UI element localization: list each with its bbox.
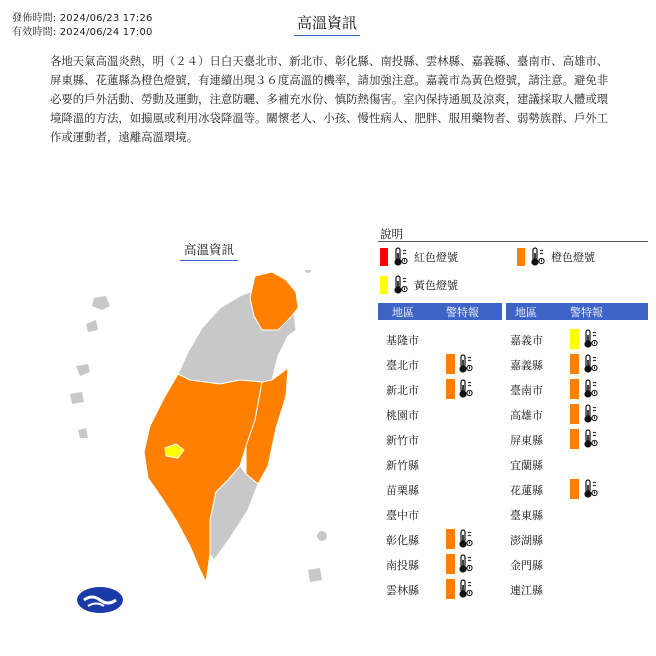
thermometer-red-icon (393, 247, 409, 267)
column-region: 地區 (392, 305, 414, 319)
orange-level-bar (570, 429, 579, 449)
orange-swatch (517, 248, 525, 266)
region-name: 桃園市 (386, 409, 419, 422)
orange-level-bar (570, 479, 579, 499)
region-name: 新竹市 (386, 434, 419, 447)
map-title: 高溫資訊 (180, 240, 238, 261)
table-row (506, 404, 646, 424)
region-name: 金門縣 (510, 559, 543, 572)
map-region-penghu-5 (78, 428, 88, 438)
column-warning: 警特報 (446, 305, 479, 319)
table-row (506, 354, 646, 374)
table-row (378, 429, 518, 449)
warning-description: 各地天氣高溫炎熱，明（２４）日白天臺北市、新北市、彰化縣、南投縣、雲林縣、嘉義縣、臺南市、高雄市、屏東縣、花蓮縣為橙色燈號，有連續出現３６度高溫的機率，請加強注意。嘉義市為黃色燈號，請注意。避免非必要的戶外活動、勞動及運動，注意防曬、多補充水份、慎防熱傷害。室內保持通風及涼爽，建議採取人體或環境降溫的方法，如搧風或利用冰袋降溫等。關懷老人、小孩、慢性病人、肥胖、服用藥物者、弱勢族群、戶外工作或運動者，遠離高溫環境。 (50, 54, 609, 144)
region-name: 苗栗縣 (386, 484, 419, 497)
region-name: 基隆市 (386, 334, 419, 347)
map-islet-orchid (308, 568, 322, 582)
region-name: 高雄市 (510, 409, 543, 422)
yellow-level-bar (570, 329, 579, 349)
region-name: 花蓮縣 (510, 484, 543, 497)
thermometer-icon (458, 579, 474, 599)
orange-level-bar (570, 379, 579, 399)
map-region-penghu-2 (86, 320, 98, 332)
region-name: 屏東縣 (510, 434, 543, 447)
region-name: 臺中市 (386, 509, 419, 522)
region-name: 新竹縣 (386, 459, 419, 472)
legend-item-orange (517, 247, 595, 267)
thermometer-icon (583, 354, 599, 374)
table-row (378, 404, 518, 424)
table-row (506, 379, 646, 399)
yellow-swatch (380, 276, 388, 294)
thermometer-icon (583, 404, 599, 424)
orange-level-bar (446, 579, 455, 599)
legend-label: 黃色燈號 (414, 279, 458, 292)
table-row (378, 354, 518, 374)
map-islet-green (317, 531, 327, 541)
thermometer-icon (458, 379, 474, 399)
issue-time: 發佈時間: 2024/06/23 17:26 (12, 13, 153, 24)
table-row (378, 554, 518, 574)
legend-title: 說明 (380, 227, 403, 241)
map-region-penghu-4 (70, 392, 84, 404)
table-row (506, 579, 646, 599)
region-name: 雲林縣 (386, 584, 419, 597)
table-header-right (506, 303, 648, 320)
table-header-left (378, 303, 502, 320)
region-name: 連江縣 (510, 584, 543, 597)
thermometer-icon (458, 354, 474, 374)
cwa-logo (76, 586, 124, 614)
thermometer-icon (458, 529, 474, 549)
table-row (506, 479, 646, 499)
red-swatch (380, 248, 388, 266)
thermometer-yellow-icon (393, 275, 409, 295)
orange-level-bar (446, 379, 455, 399)
region-name: 臺北市 (386, 359, 419, 372)
thermometer-icon (583, 479, 599, 499)
region-name: 彰化縣 (386, 534, 419, 547)
column-warning: 警特報 (570, 305, 603, 319)
region-name: 新北市 (386, 384, 419, 397)
legend-label: 橙色燈號 (551, 251, 595, 264)
orange-level-bar (446, 529, 455, 549)
table-row (378, 529, 518, 549)
legend-item-red (380, 247, 458, 267)
table-row (506, 554, 646, 574)
thermometer-icon (583, 379, 599, 399)
legend-item-yellow (380, 275, 458, 295)
region-name: 宜蘭縣 (510, 459, 543, 472)
region-name: 嘉義市 (510, 334, 543, 347)
legend-label: 紅色燈號 (414, 251, 458, 264)
table-row (506, 329, 646, 349)
table-row (378, 579, 518, 599)
thermometer-icon (583, 429, 599, 449)
map-region-penghu-3 (76, 364, 90, 376)
region-name: 南投縣 (386, 559, 419, 572)
map-region-penghu (92, 296, 110, 310)
page-title: 高溫資訊 (294, 12, 360, 36)
orange-level-bar (570, 404, 579, 424)
thermometer-icon (583, 329, 599, 349)
legend-divider (378, 241, 648, 242)
region-name: 臺東縣 (510, 509, 543, 522)
orange-level-bar (570, 354, 579, 374)
table-row (378, 329, 518, 349)
region-name: 嘉義縣 (510, 359, 543, 372)
table-row (506, 529, 646, 549)
valid-time: 有效時間: 2024/06/24 17:00 (12, 27, 153, 38)
table-row (506, 454, 646, 474)
thermometer-orange-icon (530, 247, 546, 267)
region-name: 澎湖縣 (510, 534, 543, 547)
map-islet-2 (305, 270, 311, 273)
taiwan-map (50, 270, 350, 610)
region-name: 臺南市 (510, 384, 543, 397)
table-row (506, 504, 646, 524)
table-row (378, 379, 518, 399)
table-row (378, 479, 518, 499)
orange-level-bar (446, 554, 455, 574)
thermometer-icon (458, 554, 474, 574)
table-row (378, 504, 518, 524)
column-region: 地區 (515, 305, 537, 319)
orange-level-bar (446, 354, 455, 374)
table-row (378, 454, 518, 474)
table-row (506, 429, 646, 449)
